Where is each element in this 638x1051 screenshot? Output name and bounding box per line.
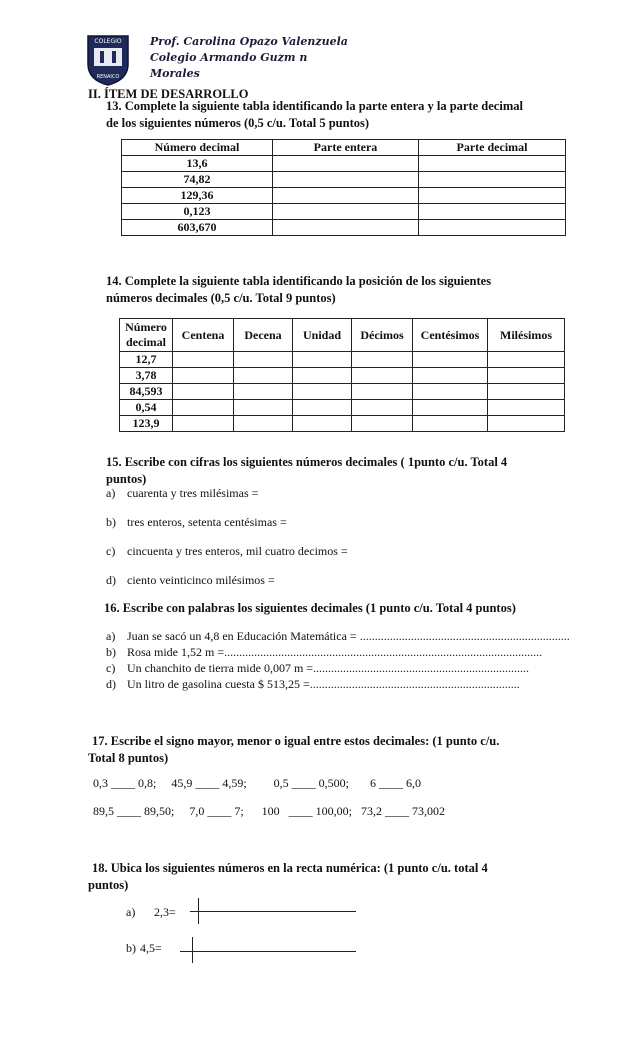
list-item [106,628,570,644]
answer-cell[interactable] [413,368,488,384]
item-text: tres enteros, setenta centésimas = [127,515,287,529]
col-header-centesimos: Centésimos [413,319,488,352]
table-cell: 123,9 [120,416,173,432]
col-header-integer: Parte entera [273,140,419,156]
answer-cell[interactable] [488,400,565,416]
table-row [122,188,566,204]
answer-cell[interactable] [352,384,413,400]
answer-cell[interactable] [273,220,419,236]
list-item [106,572,275,588]
answer-cell[interactable] [419,156,566,172]
logo-text-bottom: RENAICO [96,74,120,80]
col-header-decimos: Décimos [352,319,413,352]
answer-cell[interactable] [173,400,234,416]
answer-cell[interactable] [488,352,565,368]
section-title: II. ÍTEM DE DESARROLLO [88,87,249,101]
list-item [126,940,162,956]
answer-cell[interactable] [419,172,566,188]
answer-cell[interactable] [234,416,293,432]
list-item [106,660,529,676]
col-header-unidad: Unidad [293,319,352,352]
q18-line2: puntos) [88,878,129,892]
list-item [126,904,176,920]
col-header-decena: Decena [234,319,293,352]
col-header-milesimos: Milésimos [488,319,565,352]
answer-cell[interactable] [234,400,293,416]
col-header-decimal: Número decimal [122,140,273,156]
number-line-tick [192,937,193,963]
item-label: d) [106,573,116,587]
number-line[interactable] [180,951,356,952]
school-logo [86,34,130,86]
teacher-name: Prof. Carolina Opazo Valenzuela [150,35,348,48]
q13-table [121,139,566,236]
answer-cell[interactable] [273,172,419,188]
table-cell: 129,36 [122,188,273,204]
item-text: Rosa mide 1,52 m =.......................................................................................................... [127,645,543,659]
comparison-row-2: 89,5 ____ 89,50; 7,0 ____ 7; 100 ____ 100,00; 73,2 ____ 73,002 [93,804,446,818]
table-cell: 0,54 [120,400,173,416]
answer-cell[interactable] [413,384,488,400]
item-text: 2,3= [154,905,176,919]
item-label: a) [106,629,116,643]
table-cell: 0,123 [122,204,273,220]
table-row [120,416,565,432]
answer-cell[interactable] [173,416,234,432]
item-text: 4,5= [140,941,162,955]
q14-line1: 14. Complete la siguiente tabla identificando la posición de los siguientes [106,274,492,288]
table-cell: 603,670 [122,220,273,236]
answer-cell[interactable] [293,368,352,384]
q14-table [119,318,565,432]
q13-line1: 13. Complete la siguiente tabla identificando la parte entera y la parte decimal [106,99,523,113]
item-label: b) [106,515,116,529]
item-label: c) [106,544,116,558]
col-header-decimal-part: Parte decimal [419,140,566,156]
answer-cell[interactable] [488,416,565,432]
col-header-number: Número decimal [120,319,173,352]
answer-cell[interactable] [352,352,413,368]
answer-cell[interactable] [273,188,419,204]
table-cell: 3,78 [120,368,173,384]
answer-cell[interactable] [419,220,566,236]
table-row [122,172,566,188]
answer-cell[interactable] [234,368,293,384]
list-item [106,676,520,692]
list-item [106,644,542,660]
item-text: Juan se sacó un 4,8 en Educación Matemática = ...................................................................... [127,629,570,643]
answer-cell[interactable] [293,400,352,416]
list-item [106,485,258,501]
answer-cell[interactable] [413,400,488,416]
table-cell: 12,7 [120,352,173,368]
answer-cell[interactable] [352,400,413,416]
answer-cell[interactable] [293,416,352,432]
item-label: d) [106,677,116,691]
table-cell: 84,593 [120,384,173,400]
q13-line2: de los siguientes números (0,5 c/u. Total 5 puntos) [106,116,370,130]
table-header-row [122,140,566,156]
number-line[interactable] [190,911,356,912]
answer-cell[interactable] [234,384,293,400]
item-label: c) [106,661,116,675]
table-cell: 74,82 [122,172,273,188]
item-text: ciento veinticinco milésimos = [127,573,275,587]
item-label: b) [106,645,116,659]
school-name-2: Morales [150,67,200,80]
answer-cell[interactable] [413,416,488,432]
table-cell: 13,6 [122,156,273,172]
logo-text-top: COLEGIO [94,38,122,45]
table-row [120,384,565,400]
answer-cell[interactable] [173,352,234,368]
answer-cell[interactable] [488,384,565,400]
table-row [120,352,565,368]
answer-cell[interactable] [293,352,352,368]
col-header-centena: Centena [173,319,234,352]
q16-title: 16. Escribe con palabras los siguientes decimales (1 punto c/u. Total 4 puntos) [104,601,516,615]
answer-cell[interactable] [273,156,419,172]
list-item [106,514,287,530]
list-item [106,543,348,559]
item-text: Un chanchito de tierra mide 0,007 m =........................................................................ [127,661,530,675]
q15-line2: puntos) [106,472,147,486]
item-text: cincuenta y tres enteros, mil cuatro decimos = [127,544,348,558]
table-header-row [120,319,565,352]
item-text: Un litro de gasolina cuesta $ 513,25 =...................................................................... [127,677,520,691]
table-row [122,156,566,172]
answer-cell[interactable] [352,416,413,432]
answer-cell[interactable] [234,352,293,368]
table-row [122,204,566,220]
item-label: a) [106,486,116,500]
table-row [120,368,565,384]
school-name: Colegio Armando Guzm n [150,51,308,64]
q17-line1: 17. Escribe el signo mayor, menor o igual entre estos decimales: (1 punto c/u. [92,734,500,748]
answer-cell[interactable] [293,384,352,400]
q14-line2: números decimales (0,5 c/u. Total 9 puntos) [106,291,336,305]
q15-line1: 15. Escribe con cifras los siguientes números decimales ( 1punto c/u. Total 4 [106,455,508,469]
answer-cell[interactable] [173,384,234,400]
answer-cell[interactable] [352,368,413,384]
answer-cell[interactable] [488,368,565,384]
answer-cell[interactable] [173,368,234,384]
q18-line1: 18. Ubica los siguientes números en la recta numérica: (1 punto c/u. total 4 [92,861,488,875]
answer-cell[interactable] [273,204,419,220]
q17-line2: Total 8 puntos) [88,751,169,765]
item-label: b) [126,941,136,955]
answer-cell[interactable] [413,352,488,368]
item-label: a) [126,905,136,919]
comparison-row-1: 0,3 ____ 0,8; 45,9 ____ 4,59; 0,5 ____ 0,500; 6 ____ 6,0 [93,776,422,790]
table-row [120,400,565,416]
item-text: cuarenta y tres milésimas = [127,486,259,500]
table-row [122,220,566,236]
answer-cell[interactable] [419,188,566,204]
answer-cell[interactable] [419,204,566,220]
